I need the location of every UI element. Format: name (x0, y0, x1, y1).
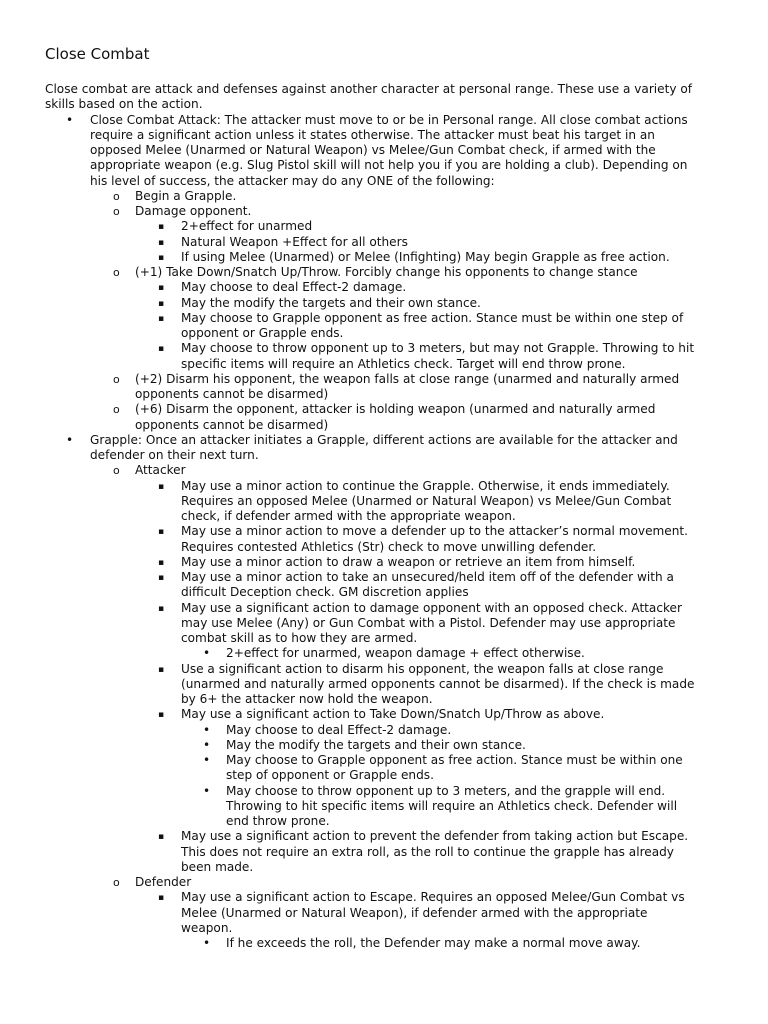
list-item-text-level-3: specific items will require an Athletics check. Target will end throw prone. (181, 356, 626, 371)
square-marker: ▪ (158, 237, 165, 248)
list-item-text-level-4: end throw prone. (226, 814, 330, 828)
square-marker: ▪ (158, 283, 165, 294)
square-marker: ▪ (158, 832, 165, 843)
list-item-text-level-3: May use a significant action to Take Down/Snatch Up/Throw as above. (181, 707, 605, 722)
list-item-text-level-3: may use Melee (Any) or Gun Combat with a Pistol. Defender may use appropriate (181, 615, 676, 630)
list-item-text-level-1: Close Combat Attack: The attacker must move to or be in Personal range. All close combat actions (90, 112, 688, 127)
list-item-text-level-4: May choose to throw opponent up to 3 meters, and the grapple will end. (226, 783, 666, 798)
list-item-text-level-3: May use a significant action to damage opponent with an opposed check. Attacker (181, 600, 682, 615)
list-item-text-level-3: 2+effect for unarmed (181, 219, 313, 234)
list-item-text-level-3: Use a significant action to disarm his opponent, the weapon falls at close range (181, 661, 664, 676)
list-item-text-level-1: require a significant action unless it states otherwise. The attacker must beat his target in an (90, 127, 655, 142)
list-item-text-level-4: May the modify the targets and their own stance. (226, 737, 526, 752)
list-item-text-level-3: Requires contested Athletics (Str) check to move unwilling defender. (181, 539, 597, 554)
list-item-text-level-2: opponents cannot be disarmed) (135, 387, 329, 401)
list-item-text-level-3: by 6+ the attacker now hold the weapon. (181, 692, 433, 706)
list-item-text-level-3: May use a significant action to prevent the defender from taking action but Escape. (181, 829, 689, 844)
list-item-text-level-3: Melee (Unarmed or Natural Weapon), if defender armed with the appropriate (181, 905, 648, 920)
square-marker: ▪ (158, 298, 165, 309)
square-marker: ▪ (158, 252, 165, 263)
list-item-text-level-3: May use a significant action to Escape. Requires an opposed Melee/Gun Combat vs (181, 890, 685, 905)
bullet-marker: • (203, 722, 211, 737)
list-item-text-level-2: opponents cannot be disarmed) (135, 417, 329, 432)
circle-marker: o (113, 372, 120, 386)
list-item-text-level-3: May use a minor action to draw a weapon or retrieve an item from himself. (181, 554, 636, 569)
list-item-text-level-3: been made. (181, 859, 254, 874)
list-item-text-level-2: (+6) Disarm the opponent, attacker is holding weapon (unarmed and naturally armed (135, 402, 656, 417)
list-item-text-level-3: opponent or Grapple ends. (181, 326, 344, 340)
list-item-text-level-4: May choose to deal Effect-2 damage. (226, 722, 452, 737)
intro-text-line: Close combat are attack and defenses against another character at personal range. These use a variety of (45, 82, 693, 96)
list-item-text-level-3: May the modify the targets and their own stance. (181, 295, 481, 310)
list-item-text-level-3: This does not require an extra roll, as the roll to continue the grapple has already (181, 844, 674, 859)
list-item-text-level-4: 2+effect for unarmed, weapon damage + effect otherwise. (226, 646, 585, 661)
list-item-text-level-3: Natural Weapon +Effect for all others (181, 234, 408, 249)
list-item-text-level-2: Damage opponent. (135, 204, 252, 218)
list-item-text-level-4: Throwing to hit specific items will require an Athletics check. Defender will (226, 798, 678, 813)
list-item-text-level-3: May choose to Grapple opponent as free action. Stance must be within one step of (181, 310, 684, 325)
list-item-text-level-2: (+2) Disarm his opponent, the weapon falls at close range (unarmed and naturally armed (135, 371, 680, 386)
list-item-text-level-3: May choose to deal Effect-2 damage. (181, 280, 407, 295)
list-item-text-level-2: Attacker (135, 463, 186, 478)
bullet-marker: • (66, 112, 74, 127)
list-item-text-level-2: Begin a Grapple. (135, 188, 237, 203)
list-item-text-level-1: his level of success, the attacker may do any ONE of the following: (90, 173, 495, 188)
square-marker: ▪ (158, 573, 165, 583)
intro-text-line: skills based on the action. (45, 97, 203, 112)
list-item-text-level-3: If using Melee (Unarmed) or Melee (Infighting) May begin Grapple as free action. (181, 249, 670, 264)
bullet-marker: • (203, 936, 211, 950)
list-item-text-level-3: Requires an opposed Melee (Unarmed or Natural Weapon) vs Melee/Gun Combat (181, 493, 672, 508)
list-item-text-level-4: If he exceeds the roll, the Defender may make a normal move away. (226, 936, 641, 950)
list-item-text-level-3: weapon. (181, 920, 233, 935)
list-item-text-level-3: May choose to throw opponent up to 3 meters, but may not Grapple. Throwing to hit (181, 341, 695, 356)
square-marker: ▪ (158, 603, 165, 614)
list-item-text-level-2: Defender (135, 875, 192, 889)
list-item-text-level-3: May use a minor action to move a defender up to the attacker’s normal movement. (181, 524, 688, 539)
square-marker: ▪ (158, 313, 165, 324)
bullet-marker: • (203, 753, 211, 767)
bullet-marker: • (66, 432, 74, 447)
page-title: Close Combat (45, 45, 150, 63)
list-item-text-level-2: (+1) Take Down/Snatch Up/Throw. Forcibly change his opponents to change stance (135, 265, 638, 279)
square-marker: ▪ (158, 344, 165, 355)
bullet-marker: • (203, 783, 211, 798)
square-marker: ▪ (158, 664, 165, 675)
list-item-text-level-3: (unarmed and naturally armed opponents cannot be disarmed). If the check is made (181, 676, 695, 691)
list-item-text-level-4: May choose to Grapple opponent as free action. Stance must be within one (226, 753, 683, 767)
square-marker: ▪ (158, 222, 165, 233)
circle-marker: o (113, 266, 120, 279)
list-item-text-level-3: May use a minor action to take an unsecured/held item off of the defender with a (181, 570, 674, 584)
square-marker: ▪ (158, 557, 165, 568)
circle-marker: o (113, 464, 120, 478)
circle-marker: o (113, 403, 120, 417)
list-item-text-level-1: opposed Melee (Unarmed or Natural Weapon) vs Melee/Gun Combat check, if armed with the (90, 143, 656, 157)
list-item-text-level-4: step of opponent or Grapple ends. (226, 768, 434, 783)
list-item-text-level-3: May use a minor action to continue the Grapple. Otherwise, it ends immediately. (181, 478, 670, 493)
circle-marker: o (113, 205, 120, 218)
list-item-text-level-3: difficult Deception check. GM discretion applies (181, 585, 469, 600)
list-item-text-level-1: defender on their next turn. (90, 448, 259, 462)
list-item-text-level-1: appropriate weapon (e.g. Slug Pistol skill will not help you if you are holding a club). Depending on (90, 158, 688, 173)
square-marker: ▪ (158, 710, 165, 721)
bullet-marker: • (203, 646, 211, 661)
bullet-marker: • (203, 737, 211, 752)
circle-marker: o (113, 189, 120, 203)
square-marker: ▪ (158, 893, 165, 904)
list-item-text-level-1: Grapple: Once an attacker initiates a Grapple, different actions are available for the attacker and (90, 432, 678, 447)
list-item-text-level-3: combat skill as to how they are armed. (181, 631, 418, 645)
square-marker: ▪ (158, 481, 165, 492)
circle-marker: o (113, 876, 120, 889)
list-item-text-level-3: check, if defender armed with the appropriate weapon. (181, 509, 516, 523)
square-marker: ▪ (158, 527, 165, 538)
